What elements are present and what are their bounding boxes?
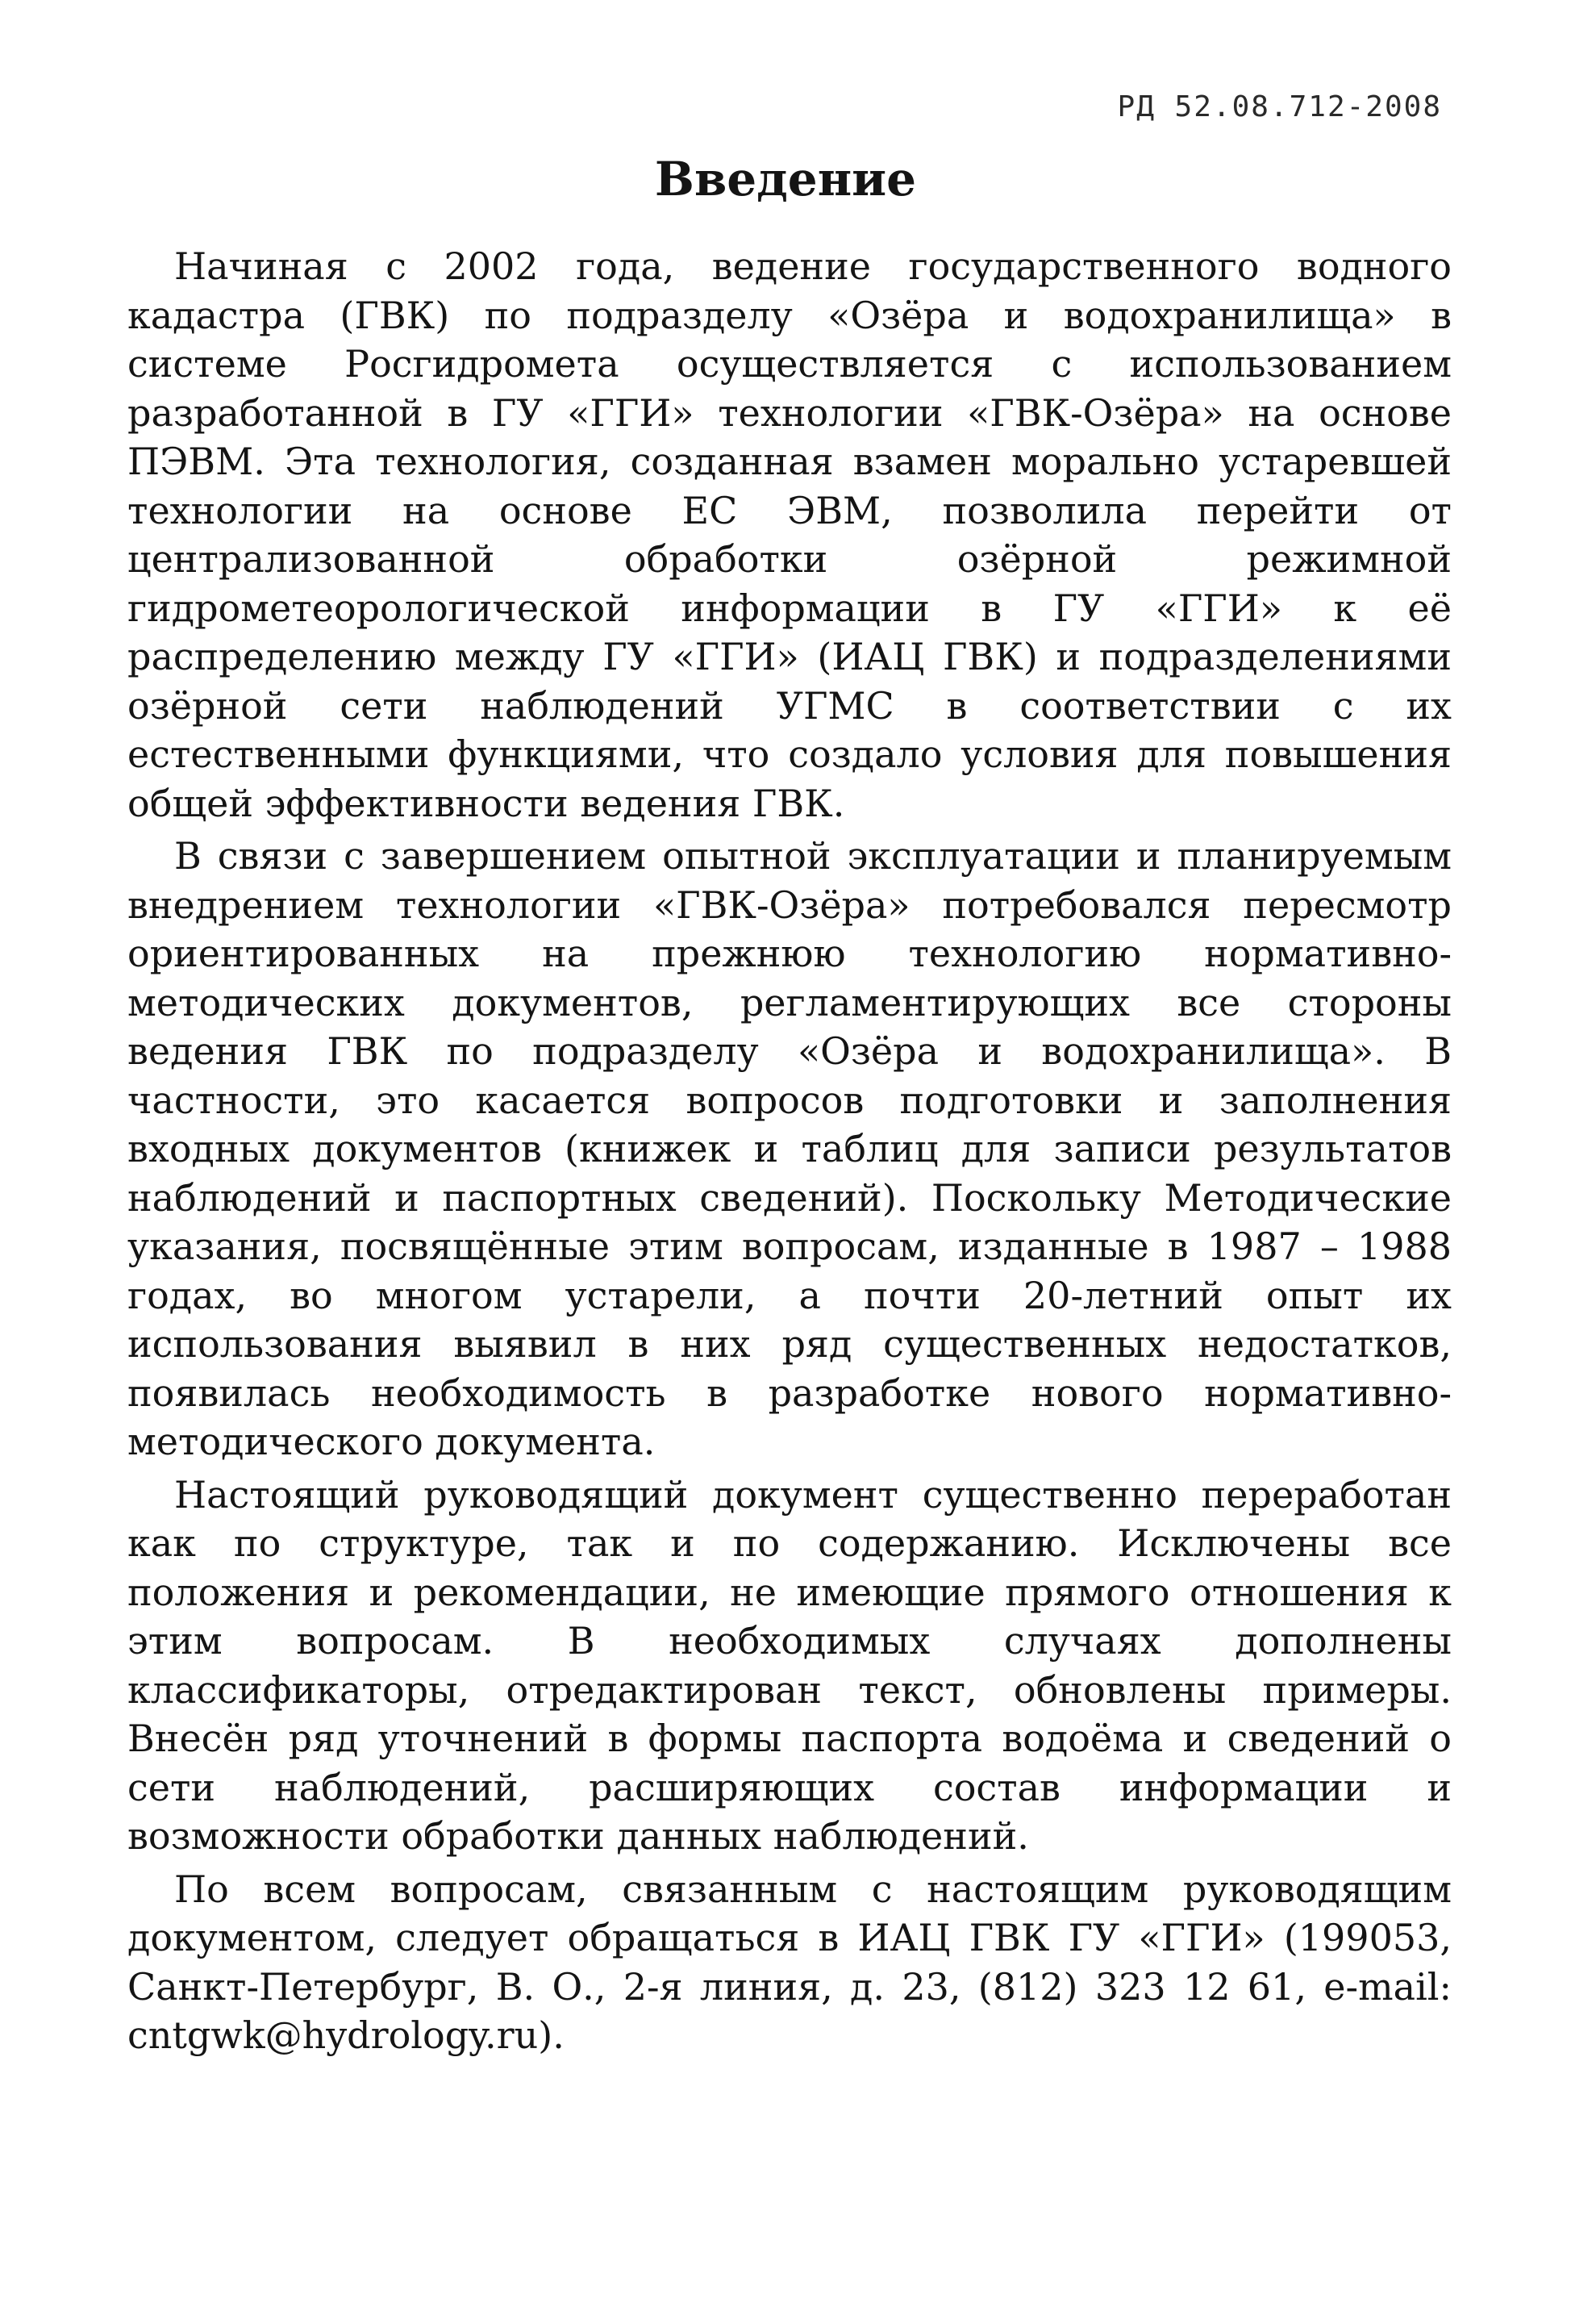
document-code: РД 52.08.712-2008 <box>1117 90 1442 123</box>
paragraph: По всем вопросам, связанным с настоящим руководящим документом, следует обращаться в ИАЦ ГВК ГУ «ГГИ» (199053, Санкт-Петербург, В. О., 2-я линия, д. 23, (812) 323 12 61, e-mail: cntgwk@hydrology.ru). <box>127 1867 1452 2057</box>
page-title: Введение <box>654 152 917 207</box>
body-text <box>127 242 1452 2064</box>
paragraph: В связи с завершением опытной эксплуатации и планируемым внедрением технологии «ГВК-Озёра» потребовался пересмотр ориентированных на прежнюю технологию нормативно-методических документов, регламентирующих все стороны ведения ГВК по подразделу «Озёра и водохранилища». В частности, это касается вопросов подготовки и заполнения входных документов (книжек и таблиц для записи результатов наблюдений и паспортных сведений). Поскольку Методические указания, посвящённые этим вопросам, изданные в 1987 – 1988 годах, во многом устарели, а почти 20-летний опыт их использования выявил в них ряд существенных недостатков, появилась необходимость в разработке нового нормативно-методического документа. <box>127 834 1452 1463</box>
paragraph: Начиная с 2002 года, ведение государственного водного кадастра (ГВК) по подразделу «Озёра и водохранилища» в системе Росгидромета осуществляется с использованием разработанной в ГУ «ГГИ» технологии «ГВК-Озёра» на основе ПЭВМ. Эта технология, созданная взамен морально устаревшей технологии на основе ЕС ЭВМ, позволила перейти от централизованной обработки озёрной режимной гидрометеорологической информации в ГУ «ГГИ» к её распределению между ГУ «ГГИ» (ИАЦ ГВК) и подразделениями озёрной сети наблюдений УГМС в соответствии с их естественными функциями, что создало условия для повышения общей эффективности ведения ГВК. <box>127 244 1452 825</box>
paragraph: Настоящий руководящий документ существенно переработан как по структуре, так и по содержанию. Исключены все положения и рекомендации, не имеющие прямого отношения к этим вопросам. В необходимых случаях дополнены классификаторы, отредактирован текст, обновлены примеры. Внесён ряд уточнений в формы паспорта водоёма и сведений о сети наблюдений, расширяющих состав информации и возможности обработки данных наблюдений. <box>127 1472 1452 1858</box>
